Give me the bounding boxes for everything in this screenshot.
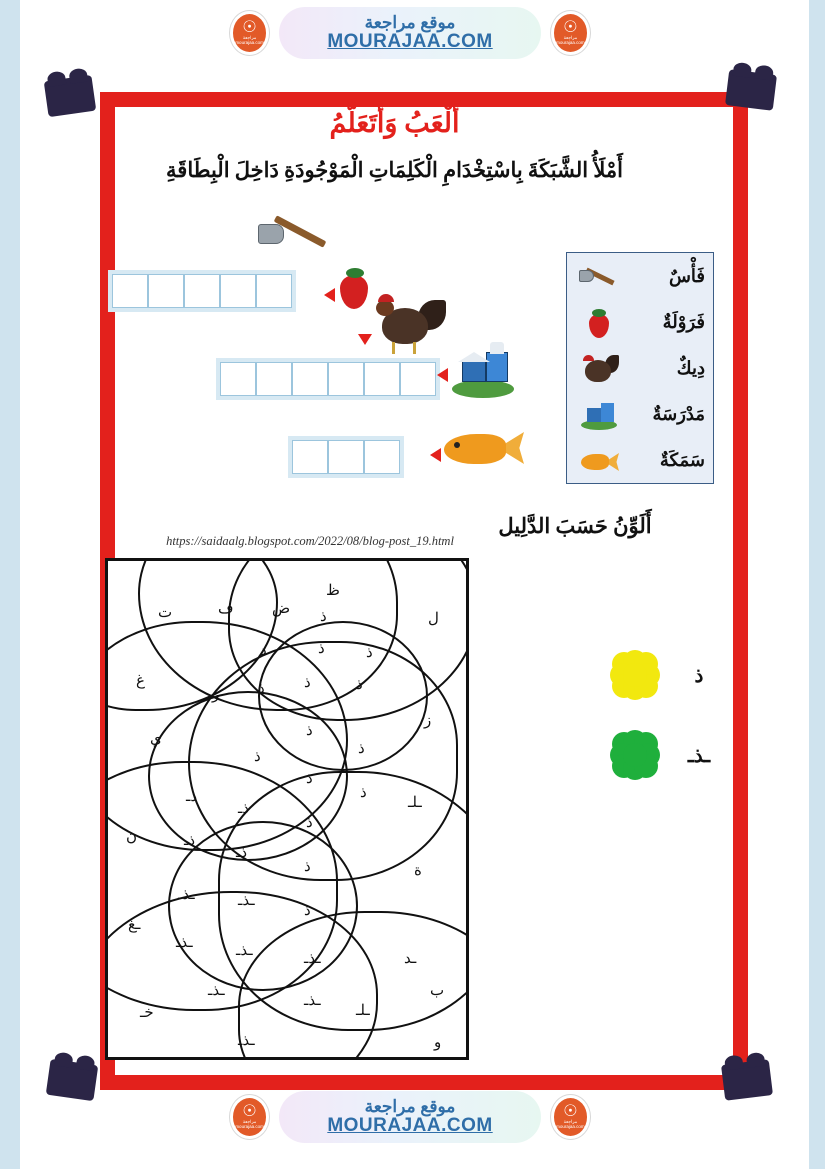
- crossword-cell[interactable]: [148, 274, 184, 308]
- arrow-down-icon: [358, 334, 372, 345]
- crossword-cell[interactable]: [220, 274, 256, 308]
- watermark-badge-sub: mourajaa.com: [556, 1124, 585, 1129]
- crossword-row[interactable]: [112, 274, 292, 308]
- arrow-left-icon: [437, 368, 448, 382]
- corner-clip-bottom-left: [46, 1059, 99, 1101]
- coloring-cell-letter: ذ: [304, 675, 311, 691]
- watermark-line2: MOURAJAA.COM: [327, 1114, 493, 1136]
- watermark-badge-left: [230, 11, 269, 55]
- coloring-region-outline: [168, 821, 358, 991]
- crossword-cell[interactable]: [112, 274, 148, 308]
- watermark-line1: موقع مراجعة: [364, 13, 456, 33]
- coloring-cell-letter: ذ: [358, 741, 365, 757]
- crossword-area: [90, 262, 510, 502]
- coloring-cell-letter: ف: [218, 601, 234, 617]
- watermark-badge-right: [551, 11, 590, 55]
- watermark-badge-title: مراجعة: [563, 1119, 578, 1125]
- coloring-cell-letter: ـغ: [128, 917, 141, 933]
- coloring-cell-letter: ذـ: [238, 801, 250, 817]
- coloring-cell-letter: ـد: [404, 951, 417, 967]
- coloring-cell-letter: ذـ: [236, 845, 248, 861]
- coloring-cell-letter: ض: [272, 601, 291, 617]
- instruction-crossword: أَمْلَأُ الشَّبَكَةَ بِاسْتِخْدَامِ الْكَلِمَاتِ الْمَوْجُودَةِ دَاخِلَ الْبِطَاقَةِ: [166, 158, 623, 182]
- coloring-cell-letter: ذ: [318, 641, 325, 657]
- mourajaa-logo-icon: ☉: [563, 19, 578, 37]
- coloring-cell-letter: ـذـ: [304, 993, 321, 1009]
- crossword-cell[interactable]: [364, 440, 400, 474]
- watermark-badge-title: مراجعة: [242, 1119, 257, 1125]
- coloring-cell-letter: ذـ: [184, 833, 196, 849]
- coloring-cell-letter: ذ: [356, 677, 363, 693]
- rooster-icon: [579, 350, 619, 386]
- crossword-cell[interactable]: [328, 362, 364, 396]
- watermark-badge-title: مراجعة: [242, 35, 257, 41]
- yellow-flower-swatch: [610, 650, 660, 700]
- coloring-cell-letter: غ: [136, 673, 145, 689]
- coloring-cell-letter: ـلـ: [408, 795, 422, 811]
- coloring-cell-letter: ت: [158, 605, 173, 621]
- corner-clip-top-right: [725, 69, 777, 111]
- crossword-cell[interactable]: [184, 274, 220, 308]
- mourajaa-logo-icon: ☉: [563, 1103, 578, 1121]
- page-title: أَلْعَبُ وَأَتَعَلَّمُ: [329, 108, 460, 138]
- crossword-row[interactable]: [220, 362, 436, 396]
- watermark-badge-sub: mourajaa.com: [235, 1124, 264, 1129]
- coloring-cell-letter: ز: [424, 713, 432, 729]
- watermark-pill-top: [279, 7, 541, 59]
- strawberry-icon: [579, 304, 619, 340]
- watermark-badge-sub: mourajaa.com: [556, 40, 585, 45]
- watermark-line2: MOURAJAA.COM: [327, 30, 493, 52]
- color-key-letter: ذ: [694, 664, 704, 687]
- word-bank-row: [567, 299, 713, 345]
- coloring-cell-letter: ذ: [360, 785, 367, 801]
- crossword-row[interactable]: [292, 440, 400, 474]
- frame-tape-right: [733, 92, 748, 1090]
- arrow-left-icon: [430, 448, 441, 462]
- fish-icon: [579, 442, 619, 478]
- coloring-cell-letter: ـذـ: [208, 983, 225, 999]
- crossword-cell[interactable]: [256, 274, 292, 308]
- source-url: https://saidaalg.blogspot.com/2022/08/blog-post_19.html: [166, 534, 454, 548]
- coloring-cell-letter: ـذـ: [238, 893, 255, 909]
- instruction-coloring: أَلَوِّنُ حَسَبَ الدَّلِيل: [498, 514, 652, 538]
- coloring-picture[interactable]: [105, 558, 469, 1060]
- watermark-badge-sub: mourajaa.com: [235, 40, 264, 45]
- axe-icon: [579, 258, 619, 294]
- watermark-line1: موقع مراجعة: [364, 1097, 456, 1117]
- coloring-cell-letter: ـذـ: [304, 951, 321, 967]
- coloring-cell-letter: ذ: [304, 903, 311, 919]
- crossword-cell[interactable]: [400, 362, 436, 396]
- mourajaa-logo-icon: ☉: [242, 1103, 257, 1121]
- watermark-badge-title: مراجعة: [563, 35, 578, 41]
- coloring-cell-letter: ر: [212, 687, 220, 703]
- coloring-cell-letter: ذ: [306, 815, 313, 831]
- coloring-cell-letter: ذ: [258, 681, 265, 697]
- school-icon: [579, 396, 619, 432]
- crossword-cell[interactable]: [256, 362, 292, 396]
- crossword-cell[interactable]: [364, 362, 400, 396]
- word-bank-card: [566, 252, 714, 484]
- crossword-cell[interactable]: [220, 362, 256, 396]
- coloring-cell-letter: ذ: [366, 645, 373, 661]
- coloring-cell-letter: ن: [126, 829, 138, 845]
- coloring-cell-letter: ذ: [304, 859, 311, 875]
- watermark-pill-bottom: [279, 1091, 541, 1143]
- coloring-cell-letter: ذ: [306, 771, 313, 787]
- word-bank-label: فَرَوْلَةٌ: [662, 311, 705, 332]
- word-bank-row: [567, 437, 713, 483]
- mourajaa-logo-icon: ☉: [242, 19, 257, 37]
- coloring-cell-letter: د: [260, 643, 267, 659]
- crossword-cell[interactable]: [292, 440, 328, 474]
- coloring-cell-letter: ظ: [326, 583, 340, 599]
- word-bank-label: دِيكٌ: [676, 357, 705, 378]
- coloring-cell-letter: ة: [414, 863, 422, 879]
- watermark-top: [230, 4, 590, 62]
- watermark-bottom: [230, 1088, 590, 1146]
- coloring-region-outline: [258, 621, 428, 771]
- coloring-cell-letter: ذـ: [186, 789, 198, 805]
- watermark-badge-left: [230, 1095, 269, 1139]
- crossword-cell[interactable]: [292, 362, 328, 396]
- coloring-cell-letter: ي: [150, 731, 162, 747]
- crossword-cell[interactable]: [328, 440, 364, 474]
- coloring-cell-letter: ب: [430, 983, 445, 999]
- coloring-cell-letter: ذ: [254, 749, 261, 765]
- coloring-cell-letter: ـذـ: [238, 1033, 255, 1049]
- frame-tape-top: [100, 92, 748, 107]
- arrow-left-icon: [324, 288, 335, 302]
- color-key-letter: ـذـ: [687, 744, 711, 767]
- coloring-cell-letter: ـذـ: [236, 943, 253, 959]
- green-flower-swatch: [610, 730, 660, 780]
- corner-clip-bottom-right: [721, 1059, 773, 1101]
- color-key-row-green: [610, 730, 712, 780]
- word-bank-row: [567, 345, 713, 391]
- coloring-cell-letter: ـذـ: [178, 887, 195, 903]
- word-bank-row: [567, 253, 713, 299]
- coloring-cell-letter: ـذـ: [176, 935, 193, 951]
- watermark-badge-right: [551, 1095, 590, 1139]
- coloring-cell-letter: ل: [428, 611, 439, 627]
- word-bank-label: فَأْسٌ: [668, 265, 705, 286]
- word-bank-label: مَدْرَسَةٌ: [652, 403, 705, 424]
- coloring-cell-letter: ذ: [320, 609, 327, 625]
- word-bank-label: سَمَكَةٌ: [659, 449, 705, 470]
- right-edge-strip: [809, 0, 825, 1169]
- coloring-cell-letter: ذ: [306, 723, 313, 739]
- coloring-cell-letter: خـ: [140, 1005, 154, 1021]
- color-key-row-yellow: [610, 650, 712, 700]
- coloring-cell-letter: ـلـ: [356, 1003, 370, 1019]
- word-bank-row: [567, 391, 713, 437]
- coloring-cell-letter: و: [434, 1035, 442, 1051]
